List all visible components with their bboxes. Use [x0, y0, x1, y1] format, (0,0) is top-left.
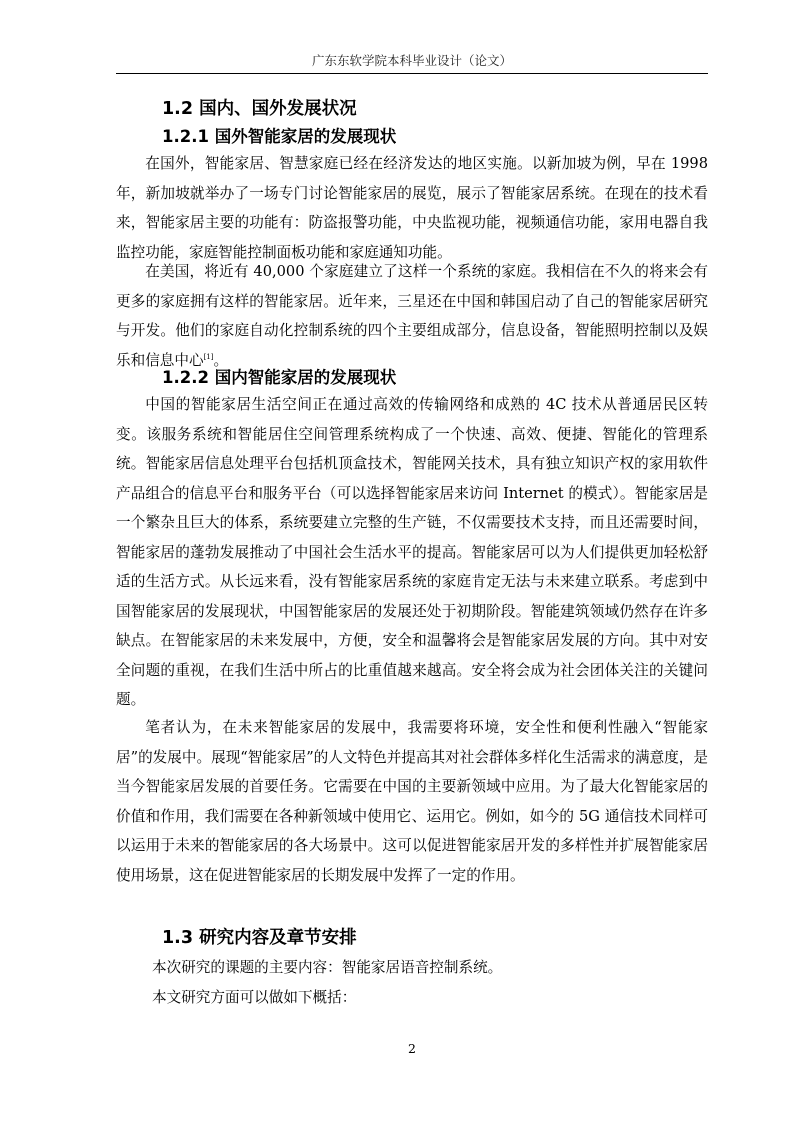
- header-divider: [116, 73, 708, 74]
- page-number: 2: [408, 1041, 416, 1056]
- citation-marker: [1]: [203, 352, 214, 361]
- research-content-line: 本次研究的课题的主要内容：智能家居语音控制系统。: [152, 959, 503, 976]
- running-header: 广东东软学院本科毕业设计（论文）: [311, 53, 512, 68]
- paragraph-domestic-smart-home-2: 笔者认为，在未来智能家居的发展中，我需要将环境，安全性和便利性融入“智能家居”的发展中。展现“智能家居”的人文特色并提高其对社会群体多样化生活需求的满意度，是当今智能家居发展的首要任务。它需要在中国的主要新领域中应用。为了最大化智能家居的价值和作用，我们需要在各种新领域中使用它、运用它。例如，如今的 5G 通信技术同样可以运用于未来的智能家居的各大场景中。这可以促进智能家居开发的多样性并扩展智能家居使用场景，这在促进智能家居的长期发展中发挥了一定的作用。: [116, 719, 708, 884]
- section-heading-1-3: 1.3 研究内容及章节安排: [162, 928, 357, 948]
- paragraph-end: 。: [213, 351, 229, 369]
- paragraph-foreign-smart-home-2: [116, 257, 708, 375]
- subsection-heading-1-2-1: 1.2.1 国外智能家居的发展现状: [162, 127, 397, 146]
- research-summary-line: 本文研究方面可以做如下概括：: [152, 989, 357, 1006]
- subsection-heading-1-2-2: 1.2.2 国内智能家居的发展现状: [162, 368, 397, 387]
- paragraph-domestic-smart-home-1: 中国的智能家居生活空间正在通过高效的传输网络和成熟的 4C 技术从普通居民区转变。该服务系统和智能居住空间管理系统构成了一个快速、高效、便捷、智能化的管理系统。智能家居信息处理平台包括机顶盒技术，智能网关技术，具有独立知识产权的家用软件产品组合的信息平台和服务平台（可以选择智能家居来访问 Internet 的模式）。智能家居是一个繁杂且巨大的体系，系统要建立完整的生产链，不仅需要技术支持，而且还需要时间，智能家居的蓬勃发展推动了中国社会生活水平的提高。智能家居可以为人们提供更加轻松舒适的生活方式。从长远来看，没有智能家居系统的家庭肯定无法与未来建立联系。考虑到中国智能家居的发展现状，中国智能家居的发展还处于初期阶段。智能建筑领域仍然存在许多缺点。在智能家居的未来发展中，方便，安全和温馨将会是智能家居发展的方向。其中对安全问题的重视，在我们生活中所占的比重值越来越高。安全将会成为社会团体关注的关键问题。: [116, 396, 708, 708]
- section-heading-1-2: 1.2 国内、国外发展状况: [162, 99, 357, 119]
- paragraph-text: 在美国，将近有 40,000 个家庭建立了这样一个系统的家庭。我相信在不久的将来会有更多的家庭拥有这样的智能家居。近年来，三星还在中国和韩国启动了自己的智能家居研究与开发。他们的家庭自动化控制系统的四个主要组成部分，信息设备，智能照明控制以及娱乐和信息中心: [116, 263, 708, 369]
- paragraph-foreign-smart-home-1: 在国外，智能家居、智慧家庭已经在经济发达的地区实施。以新加坡为例，早在 1998 年，新加坡就举办了一场专门讨论智能家居的展览，展示了智能家居系统。在现在的技术看来，智能家居主要的功能有：防盗报警功能，中央监视功能，视频通信功能，家用电器自我监控功能，家庭智能控制面板功能和家庭通知功能。: [116, 155, 708, 261]
